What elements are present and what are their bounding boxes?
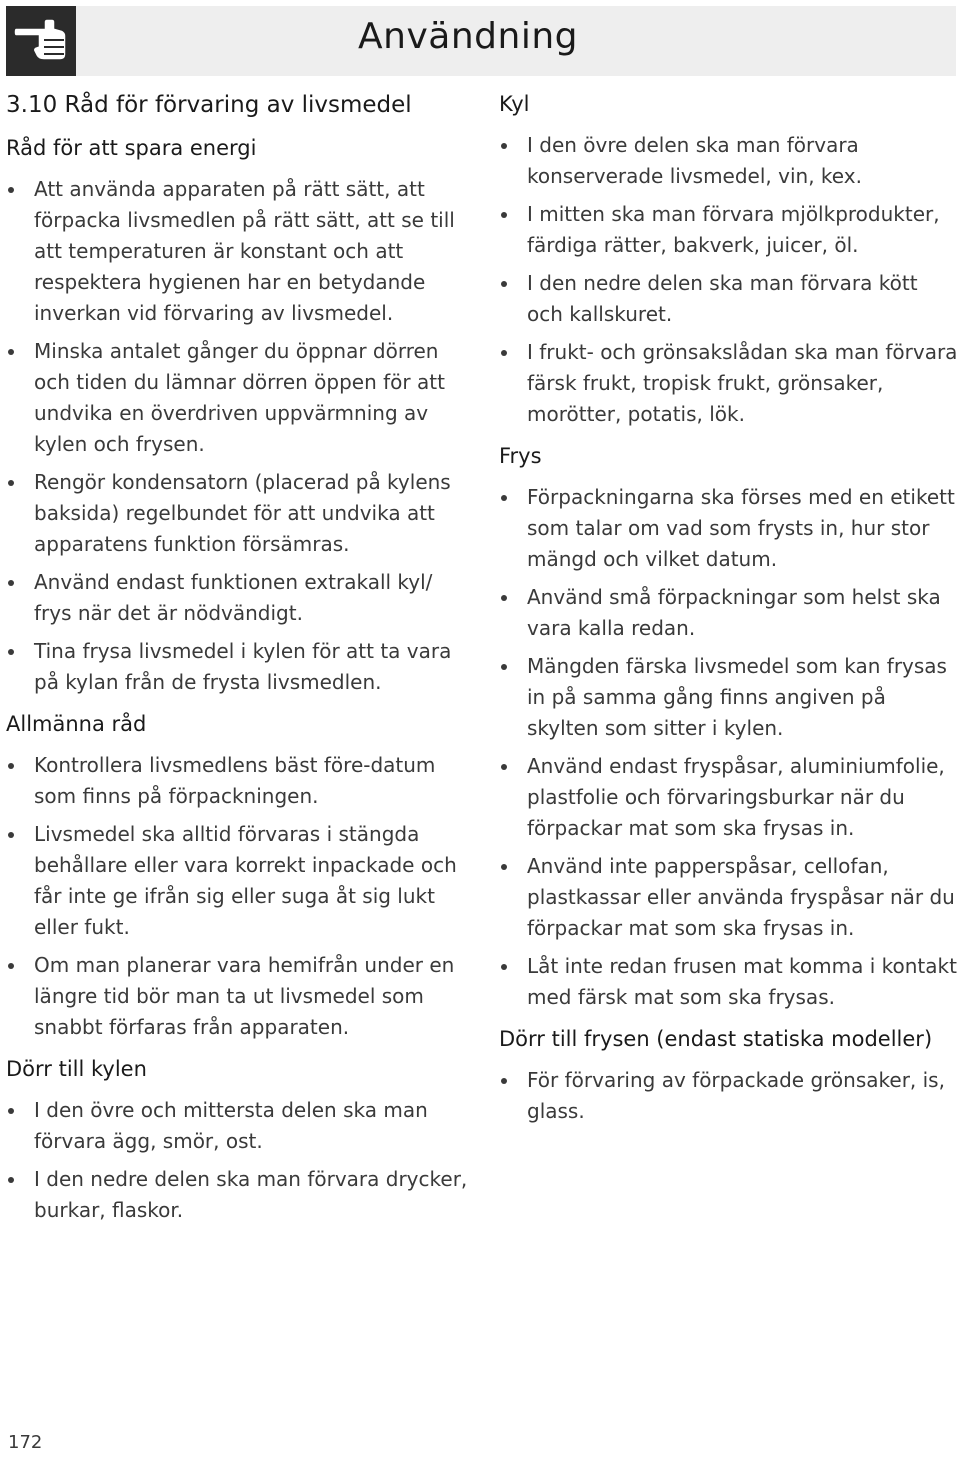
bullet-icon <box>501 864 507 870</box>
list-item-text: Om man planerar vara hemifrån under en längre tid bör man ta ut livsmedel som snabbt förfaras från apparaten. <box>34 953 455 1039</box>
list-item <box>6 174 476 329</box>
bullet-list <box>499 482 959 1013</box>
bullet-icon <box>8 963 14 969</box>
bullet-icon <box>8 1177 14 1183</box>
bullet-icon <box>8 349 14 355</box>
sub-heading: Kyl <box>499 92 530 116</box>
list-item <box>6 567 476 629</box>
bullet-icon <box>501 964 507 970</box>
list-item-text: Att använda apparaten på rätt sätt, att förpacka livsmedlen på rätt sätt, att se till att temperaturen är konstant och att respektera hygienen har en betydande inverkan vid förvaring av livsmedel. <box>34 177 455 325</box>
list-item-text: Kontrollera livsmedlens bäst före-datum som finns på förpackningen. <box>34 753 436 808</box>
header-icon-box <box>6 6 76 76</box>
list-item <box>499 199 959 261</box>
list-item-text: I mitten ska man förvara mjölkprodukter, färdiga rätter, bakverk, juicer, öl. <box>527 202 940 257</box>
list-item <box>499 651 959 744</box>
list-item <box>499 482 959 575</box>
bullet-icon <box>501 350 507 356</box>
sub-heading: Frys <box>499 444 542 468</box>
bullet-icon <box>501 1078 507 1084</box>
list-item-text: Mängden färska livsmedel som kan frysas in på samma gång finns angiven på skylten som sitter i kylen. <box>527 654 947 740</box>
list-item <box>6 336 476 460</box>
list-item <box>499 582 959 644</box>
bullet-list <box>6 750 476 1043</box>
sub-heading: Råd för att spara energi <box>6 136 257 160</box>
list-item-text: Rengör kondensatorn (placerad på kylens baksida) regelbundet för att undvika att apparatens funktion försämras. <box>34 470 451 556</box>
list-item-text: I den nedre delen ska man förvara drycker, burkar, flaskor. <box>34 1167 468 1222</box>
left-column <box>6 92 476 1240</box>
bullet-icon <box>8 187 14 193</box>
list-item <box>6 467 476 560</box>
bullet-icon <box>501 143 507 149</box>
bullet-icon <box>501 212 507 218</box>
bullet-icon <box>8 1108 14 1114</box>
list-item <box>499 130 959 192</box>
bullet-icon <box>8 480 14 486</box>
bullet-icon <box>8 832 14 838</box>
bullet-icon <box>501 764 507 770</box>
bullet-icon <box>8 763 14 769</box>
bullet-icon <box>501 495 507 501</box>
list-item <box>6 1164 476 1226</box>
bullet-list <box>6 174 476 698</box>
list-item-text: Tina frysa livsmedel i kylen för att ta vara på kylan från de frysta livsmedlen. <box>34 639 452 694</box>
list-item <box>499 337 959 430</box>
list-item-text: I frukt- och grönsakslådan ska man förvara färsk frukt, tropisk frukt, grönsaker, morötter, potatis, lök. <box>527 340 958 426</box>
bullet-list <box>499 1065 959 1127</box>
page-number: 172 <box>8 1432 43 1453</box>
bullet-icon <box>501 281 507 287</box>
list-item-text: För förvaring av förpackade grönsaker, is, glass. <box>527 1068 945 1123</box>
bullet-icon <box>501 595 507 601</box>
list-item-text: Livsmedel ska alltid förvaras i stängda behållare eller vara korrekt inpackade och får inte ge ifrån sig eller suga åt sig lukt eller fukt. <box>34 822 457 939</box>
section-title: 3.10 Råd för förvaring av livsmedel <box>6 92 412 118</box>
list-item-text: I den övre delen ska man förvara konserverade livsmedel, vin, kex. <box>527 133 862 188</box>
list-item <box>499 268 959 330</box>
list-item <box>6 1095 476 1157</box>
list-item <box>499 1065 959 1127</box>
sub-heading: Dörr till kylen <box>6 1057 147 1081</box>
list-item <box>6 750 476 812</box>
sub-heading: Allmänna råd <box>6 712 147 736</box>
bullet-icon <box>501 664 507 670</box>
list-item-text: I den nedre delen ska man förvara kött och kallskuret. <box>527 271 918 326</box>
page-header <box>6 6 956 76</box>
bullet-icon <box>8 580 14 586</box>
list-item-text: Använd inte papperspåsar, cellofan, plastkassar eller använda fryspåsar när du förpackar mat som ska frysas in. <box>527 854 955 940</box>
left-sections <box>6 136 476 1226</box>
bullet-icon <box>8 649 14 655</box>
right-column <box>499 92 959 1141</box>
list-item-text: I den övre och mittersta delen ska man förvara ägg, smör, ost. <box>34 1098 428 1153</box>
list-item-text: Använd endast funktionen extrakall kyl/ frys när det är nödvändigt. <box>34 570 433 625</box>
list-item <box>499 951 959 1013</box>
list-item-text: Använd små förpackningar som helst ska vara kalla redan. <box>527 585 941 640</box>
list-item <box>6 636 476 698</box>
list-item <box>499 851 959 944</box>
bullet-list <box>499 130 959 430</box>
header-title: Användning <box>358 16 578 57</box>
list-item-text: Förpackningarna ska förses med en etikett som talar om vad som frysts in, hur stor mängd och vilket datum. <box>527 485 955 571</box>
sub-heading: Dörr till frysen (endast statiska modeller) <box>499 1027 933 1051</box>
right-sections <box>499 92 959 1127</box>
bullet-list <box>6 1095 476 1226</box>
list-item <box>6 819 476 943</box>
list-item-text: Låt inte redan frusen mat komma i kontakt med färsk mat som ska frysas. <box>527 954 957 1009</box>
list-item-text: Minska antalet gånger du öppnar dörren och tiden du lämnar dörren öppen för att undvika en överdriven uppvärmning av kylen och frysen. <box>34 339 445 456</box>
list-item <box>499 751 959 844</box>
list-item-text: Använd endast fryspåsar, aluminiumfolie, plastfolie och förvaringsburkar när du förpackar mat som ska frysas in. <box>527 754 945 840</box>
pointing-hand-icon <box>14 18 68 64</box>
list-item <box>6 950 476 1043</box>
